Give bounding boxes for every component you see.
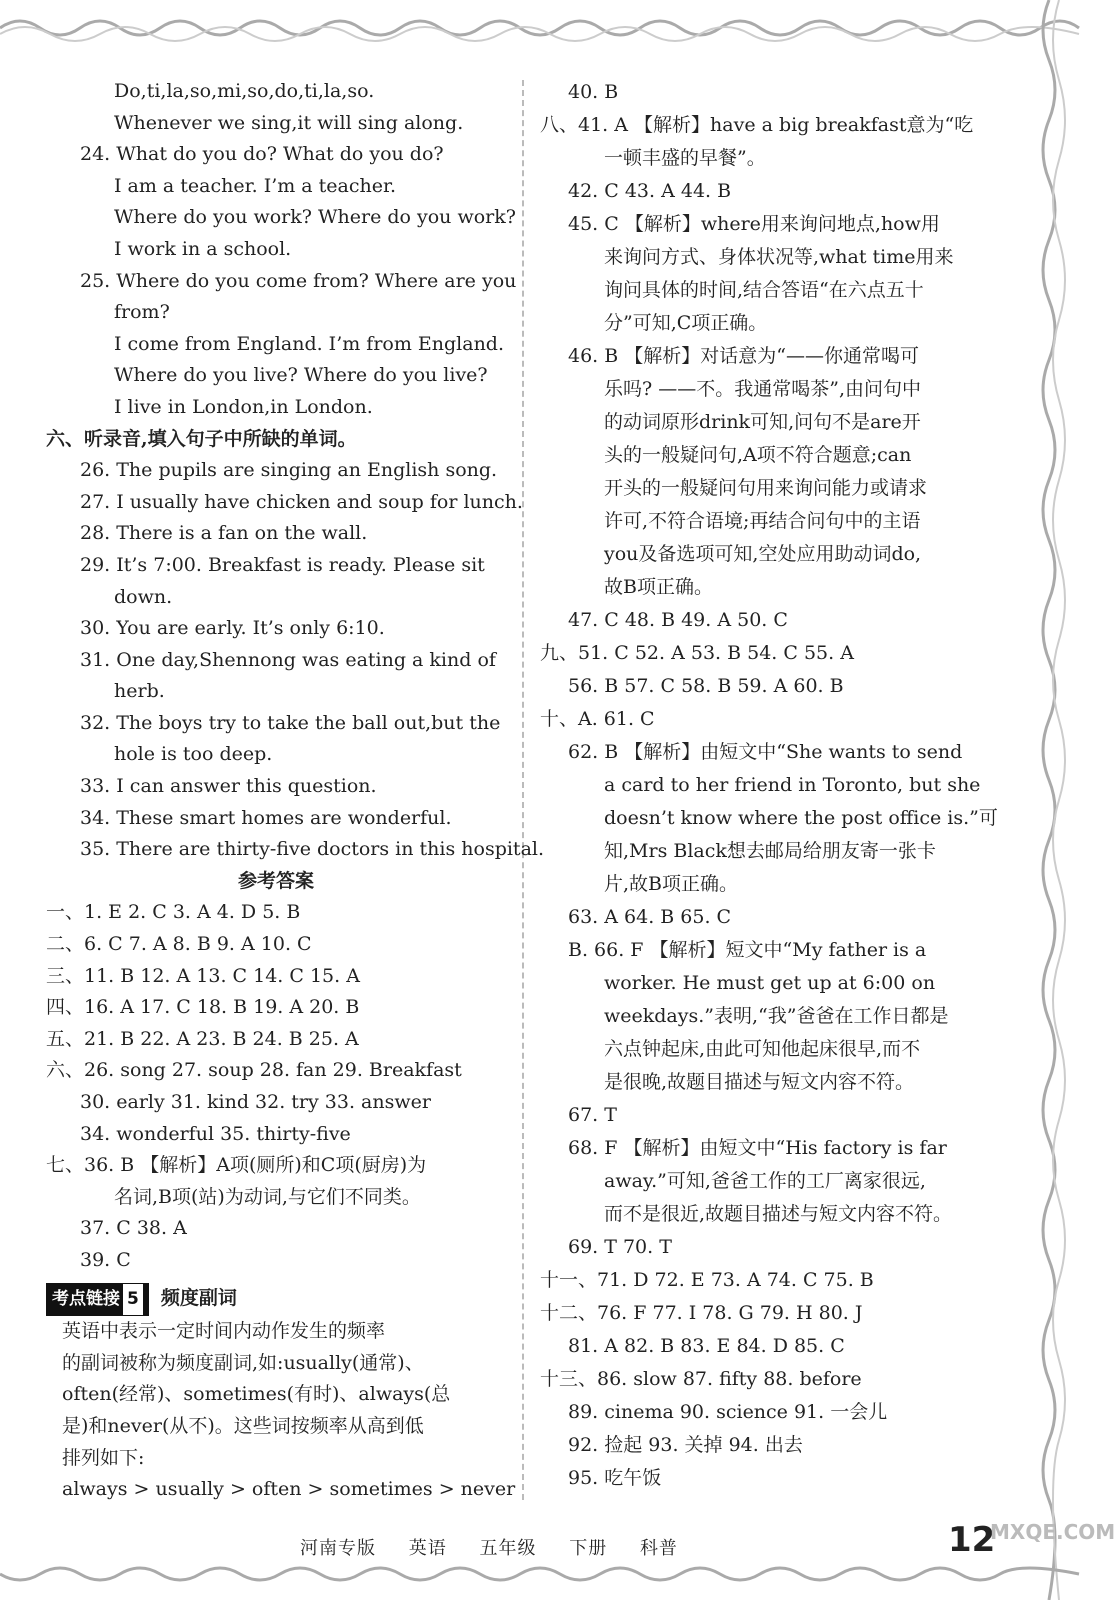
decorative-border-right (1019, 0, 1079, 1600)
text-line: 许可,不符合语境;再结合问句中的主语 (604, 510, 921, 532)
text-line: 33. I can answer this question. (80, 775, 377, 798)
text-line: 八、41. A 【解析】have a big breakfast意为“吃 (540, 114, 974, 136)
text-line: 九、51. C 52. A 53. B 54. C 55. A (540, 642, 854, 664)
text-line: Whenever we sing,it will sing along. (114, 111, 464, 134)
text-line: 参考答案 (237, 869, 314, 892)
text-line: 分”可知,C项正确。 (604, 312, 768, 334)
text-line: 47. C 48. B 49. A 50. C (568, 609, 788, 631)
text-line: 63. A 64. B 65. C (568, 906, 732, 928)
page-footer (300, 1534, 704, 1560)
text-line: 五、21. B 22. A 23. B 24. B 25. A (46, 1027, 359, 1050)
tip-line: often(经常)、sometimes(有时)、always(总 (62, 1383, 451, 1406)
tip-line: 排列如下: (62, 1446, 145, 1469)
text-line: I am a teacher. I’m a teacher. (114, 174, 397, 197)
text-line: 片,故B项正确。 (604, 873, 739, 895)
text-line: I work in a school. (114, 237, 292, 260)
text-line: worker. He must get up at 6:00 on (604, 972, 936, 994)
text-line: 27. I usually have chicken and soup for lunch. (80, 490, 523, 513)
text-line: hole is too deep. (114, 743, 273, 766)
tip-title: 频度副词 (160, 1286, 237, 1309)
right-text-block (540, 76, 998, 1495)
text-line: Where do you live? Where do you live? (114, 364, 488, 387)
tip-line: 是)和never(从不)。这些词按频率从高到低 (62, 1414, 424, 1437)
text-line: 29. It’s 7:00. Breakfast is ready. Please sit (80, 553, 485, 576)
text-line: 31. One day,Shennong was eating a kind of (80, 648, 496, 671)
text-line: 一、1. E 2. C 3. A 4. D 5. B (46, 901, 301, 924)
text-line: from? (114, 301, 170, 324)
text-line: 24. What do you do? What do you do? (80, 143, 444, 166)
text-line: 81. A 82. B 83. E 84. D 85. C (568, 1335, 845, 1357)
text-line: doesn’t know where the post office is.”可 (604, 807, 998, 829)
text-line: 62. B 【解析】由短文中“She wants to send (568, 741, 963, 763)
text-line: down. (114, 585, 173, 608)
tip-body (46, 1316, 516, 1506)
text-line: 46. B 【解析】对话意为“——你通常喝可 (568, 345, 919, 367)
text-line: 95. 吃午饭 (568, 1467, 662, 1489)
tip-line: 的副词被称为频度副词,如:usually(通常)、 (62, 1351, 424, 1374)
column-divider (522, 80, 524, 1500)
tip-tag: 考点链接 5 (46, 1283, 149, 1317)
text-line: 是很晚,故题目描述与短文内容不符。 (604, 1071, 915, 1093)
footer-volume: 下册 (569, 1538, 608, 1559)
text-line: 乐吗? ——不。我通常喝茶”,由问句中 (604, 378, 921, 400)
text-line: 30. early 31. kind 32. try 33. answer (80, 1091, 431, 1113)
text-line: 六点钟起床,由此可知他起床很早,而不 (604, 1038, 921, 1060)
text-line: 68. F 【解析】由短文中“His factory is far (568, 1137, 947, 1159)
text-line: 89. cinema 90. science 91. 一会儿 (568, 1401, 888, 1423)
page-number: 12 (948, 1520, 996, 1560)
text-line: 头的一般疑问句,A项不符合题意;can (604, 444, 912, 466)
text-line: 十一、71. D 72. E 73. A 74. C 75. B (540, 1269, 874, 1291)
text-line: 42. C 43. A 44. B (568, 180, 732, 202)
right-column (540, 76, 998, 1495)
text-line: 名词,B项(站)为动词,与它们不同类。 (114, 1185, 421, 1208)
tip-header (46, 1283, 506, 1317)
decorative-border-bottom (0, 1560, 1079, 1600)
text-line: I live in London,in London. (114, 395, 373, 418)
tip-line: always > usually > often > sometimes > never (62, 1478, 516, 1501)
text-line: 92. 捡起 93. 关掉 94. 出去 (568, 1434, 803, 1456)
text-line: 28. There is a fan on the wall. (80, 522, 368, 545)
text-line: I come from England. I’m from England. (114, 332, 505, 355)
text-line: weekdays.”表明,“我”爸爸在工作日都是 (604, 1005, 949, 1027)
text-line: 开头的一般疑问句用来询问能力或请求 (604, 477, 928, 499)
left-column (46, 76, 545, 1506)
text-line: 十、A. 61. C (540, 708, 655, 730)
text-line: 37. C 38. A (80, 1217, 187, 1240)
text-line: 25. Where do you come from? Where are you (80, 269, 517, 292)
text-line: 十三、86. slow 87. fifty 88. before (540, 1368, 862, 1390)
footer-subject: 英语 (408, 1538, 447, 1559)
text-line: 34. wonderful 35. thirty-five (80, 1122, 351, 1145)
text-line: 一顿丰盛的早餐”。 (604, 147, 766, 169)
text-line: 的动词原形drink可知,问句不是are开 (604, 411, 921, 433)
text-line: 三、11. B 12. A 13. C 14. C 15. A (46, 964, 360, 987)
text-line: away.”可知,爸爸工作的工厂离家很远, (604, 1170, 926, 1192)
text-line: 30. You are early. It’s only 6:10. (80, 617, 385, 640)
text-line: 六、26. song 27. soup 28. fan 29. Breakfast (46, 1059, 462, 1082)
text-line: 四、16. A 17. C 18. B 19. A 20. B (46, 996, 360, 1019)
text-line: 56. B 57. C 58. B 59. A 60. B (568, 675, 844, 697)
footer-grade: 五年级 (479, 1538, 537, 1559)
text-line: 知,Mrs Black想去邮局给朋友寄一张卡 (604, 840, 936, 862)
text-line: 来询问方式、身体状况等,what time用来 (604, 246, 954, 268)
footer-publisher: 科普 (639, 1538, 678, 1559)
text-line: 32. The boys try to take the ball out,but the (80, 711, 501, 734)
text-line: 十二、76. F 77. I 78. G 79. H 80. J (540, 1302, 863, 1324)
tip-line: 英语中表示一定时间内动作发生的频率 (62, 1320, 386, 1343)
text-line: 询问具体的时间,结合答语“在六点五十 (604, 279, 924, 301)
text-line: you及备选项可知,空处应用助动词do, (604, 543, 922, 565)
footer-edition: 河南专版 (300, 1538, 376, 1559)
text-line: Where do you work? Where do you work? (114, 206, 516, 229)
left-text-block (46, 76, 545, 1277)
text-line: 26. The pupils are singing an English song. (80, 459, 498, 482)
text-line: 七、36. B 【解析】A项(厕所)和C项(厨房)为 (46, 1154, 427, 1177)
text-line: 34. These smart homes are wonderful. (80, 806, 452, 829)
text-line: 故B项正确。 (604, 576, 713, 598)
text-line: 六、听录音,填入句子中所缺的单词。 (46, 427, 357, 450)
text-line: 40. B (568, 81, 619, 103)
text-line: B. 66. F 【解析】短文中“My father is a (568, 939, 927, 961)
text-line: 69. T 70. T (568, 1236, 672, 1258)
text-line: Do,ti,la,so,mi,so,do,ti,la,so. (114, 80, 375, 102)
text-line: 67. T (568, 1104, 617, 1126)
text-line: 二、6. C 7. A 8. B 9. A 10. C (46, 933, 312, 956)
text-line: 45. C 【解析】where用来询问地点,how用 (568, 213, 940, 235)
text-line: herb. (114, 680, 165, 703)
text-line: a card to her friend in Toronto, but she (604, 774, 981, 796)
text-line: 而不是很近,故题目描述与短文内容不符。 (604, 1203, 953, 1225)
tip-box (46, 1283, 516, 1506)
text-line: 35. There are thirty-five doctors in this hospital. (80, 838, 545, 861)
watermark: MXQE.COM (990, 1520, 1115, 1544)
decorative-border-top (0, 0, 1079, 40)
text-line: 39. C (80, 1248, 131, 1271)
